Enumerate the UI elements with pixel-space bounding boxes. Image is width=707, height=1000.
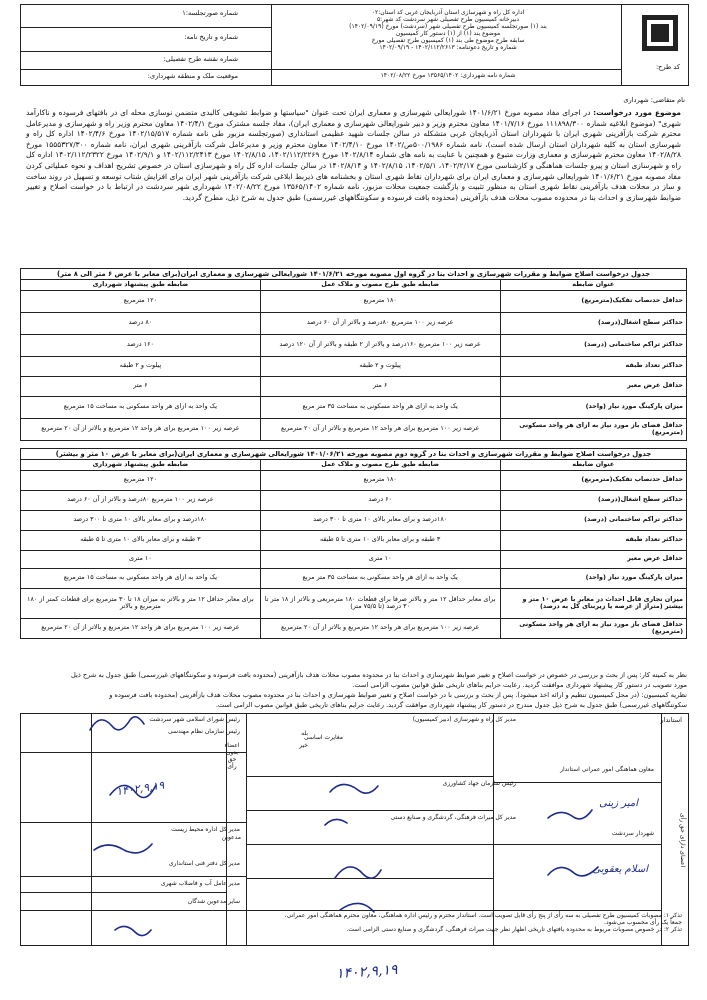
table-cell: ۱۸۰ مترمربع xyxy=(260,290,500,312)
signature-mark xyxy=(90,717,144,730)
handwritten-date: ۱۴۰۲,۹,۱۹ xyxy=(115,778,166,799)
table-cell: ۱۰ متری xyxy=(21,550,261,568)
signature-mark xyxy=(330,784,378,793)
table-cell: ۱۸۰درصد و برای معابر بالای ۱۰ متری تا ۳۰۰ درصد xyxy=(260,510,500,530)
table-row xyxy=(21,376,687,396)
table-cell: حداکثر سطح اشغال(درصد) xyxy=(500,312,686,334)
org-line: موضوع بند (۱) از (۱) دستور کار کمیسیون xyxy=(395,30,501,37)
organization-logo xyxy=(638,11,682,59)
decision-line: نظریه کمیسیون: (در محل کمیسیون تنظیم و ارائه اخذ میشود). پس از بحث و بررسی با در خواست اصلاح و تغییر ضوابط شهرسازی و احداث بنا در محدوده مصوب محلات هدف بازآفرینی (محدوده بافت فرسوده و xyxy=(109,691,687,699)
invited-label: مدعوین xyxy=(221,834,241,841)
column-header: ضابطه طبق طرح مصوب و ملاک عمل xyxy=(260,280,500,291)
table-cell: ۱۰ متری xyxy=(260,550,500,568)
table-cell: یک واحد به ازای هر واحد مسکونی به مساحت ۱۵ مترمربع xyxy=(21,396,261,418)
request-subject xyxy=(26,108,681,203)
table-cell: حداکثر تراکم ساختمانی (درصد) xyxy=(500,510,686,530)
table-cell: حداقل فضای باز مورد نیاز به ازای هر واحد مسکونی (مترمربع) xyxy=(500,418,686,440)
column-header: عنوان ضابطه xyxy=(500,280,686,291)
contrary-label: مغایرت اساسی xyxy=(303,734,343,741)
table-cell: ۱۲۰ مترمربع xyxy=(21,290,261,312)
table-row xyxy=(21,568,687,588)
table-row xyxy=(21,290,687,312)
applicant-name: نام متقاضی: شهرداری xyxy=(623,96,685,104)
option-no: خیر xyxy=(299,742,308,749)
signature-mark xyxy=(548,810,592,819)
plan-code: کد طرح: xyxy=(655,63,680,71)
table-cell: حداکثر تراکم ساختمانی (درصد) xyxy=(500,334,686,356)
table-caption: جدول درخواست اصلاح ضوابط و مقررات شهرسازی و احداث بنا در گروه اول مصوبه مورخه ۱۴۰۱/۶/۲۱ شورایعالی شهرسازی و معماری ایران(برای معابر با عرض ۶ متر الی ۸ متر) xyxy=(20,268,687,279)
table-caption: جدول درخواست اصلاح ضوابط و مقررات شهرسازی و احداث بنا در گروه دوم مصوبه مورخه ۱۴۰۱/۰۶/۲۱ شورایعالی شهرسازی و معماری ایران(برای معابر با عرض ۱۰ متر و بیشتر) xyxy=(20,448,687,459)
decision-line: سکونتگاههای غیررسمی) طبق جدول به شرح ذیل جدول مندرج در دستور کار پیشنهاد شهرداری موافقت گردید. رعایت حرایم بناهای تاریخی طبق قوانین مصوب الزامی است. xyxy=(215,701,687,709)
table-row xyxy=(21,618,687,638)
table-cell: حداقل فضای باز مورد نیاز به ازای هر واحد مسکونی (مترمربع) xyxy=(500,618,686,638)
table-cell: میزان پارکینگ مورد نیاز (واحد) xyxy=(500,568,686,588)
org-block xyxy=(278,9,618,51)
decision-line: مورد تصویب در دستور کار پیشنهاد شهرداری موافقت گردید. رعایت حرایم بناهای تاریخی طبق قوانین مصوب الزامی است. xyxy=(352,681,687,689)
table-header-row xyxy=(21,460,687,471)
table-row xyxy=(21,510,687,530)
mayor-title: شهردار سردشت xyxy=(611,830,654,837)
table-cell: حداکثر سطح اشغال(درصد) xyxy=(500,490,686,510)
table-cell: حداقل حدنصاب تفکیک(مترمربع) xyxy=(500,290,686,312)
non-voting-label: اعضاء بدون حق رأی xyxy=(224,742,240,770)
table-row xyxy=(21,490,687,510)
environment-title: مدیر کل اداره محیط زیست xyxy=(171,826,240,833)
table-row xyxy=(21,470,687,490)
session-number: شماره صورتجلسه:۱ xyxy=(182,9,238,17)
signature-mark xyxy=(115,926,151,935)
org-line: بند (۱) صورتجلسه کمیسیون طرح تفصیلی شهر (سردشت) مورخ (۱۴۰۲/۰۹/۱۹) xyxy=(349,23,547,30)
table-cell: عرصه زیر ۱۰۰ مترمربع ۱۶۰درصد و بالاتر از ۲ طبقه و بالاتر از آن ۱۲۰ درصد xyxy=(260,334,500,356)
regulation-table-1 xyxy=(20,279,687,441)
table-cell: حداقل حدنصاب تفکیک(مترمربع) xyxy=(500,470,686,490)
plan-map-number: شماره نقشه طرح تفصیلی: xyxy=(163,55,238,63)
table-cell: ۱۸۰ مترمربع xyxy=(260,470,500,490)
column-header: ضابطه طبق طرح مصوب و ملاک عمل xyxy=(260,460,500,471)
voting-members-label: اعضای دارای حق رأی xyxy=(679,812,686,868)
org-line: دبیرخانه کمیسیون طرح تفصیلی شهر سردشت کد شهر:۵ xyxy=(376,16,520,23)
signature-scribbles xyxy=(0,700,707,1000)
table-row xyxy=(21,396,687,418)
technical-office-title: مدیر کل دفتر فنی استانداری xyxy=(168,860,240,867)
other-invitees-title: سایر مدعوین شدگان xyxy=(187,898,240,905)
table-row xyxy=(21,550,687,568)
table-cell: عرصه زیر ۱۰۰ مترمربع برای هر واحد ۱۲ مترمربع و بالاتر از آن ۲۰ مترمربع xyxy=(260,418,500,440)
table-cell: برای معابر حداقل ۱۲ متر و بالاتر به میزان ۱۸ تا ۳۰ مترمربع برای قطعات کمتر از ۱۸۰ مترمربع و بالاتر xyxy=(21,588,261,618)
table-cell: عرصه زیر ۱۰۰ مترمربع برای هر واحد ۱۲ مترمربع و بالاتر از آن ۲۰ مترمربع xyxy=(260,618,500,638)
jahad-title: رئیس سازمان جهاد کشاورزی xyxy=(442,780,516,787)
handwritten-name: امیر زینی xyxy=(599,798,638,809)
column-header: عنوان ضابطه xyxy=(500,460,686,471)
note-line: تذکر ۲: در خصوص مصوبات مربوط به محدوده بافتهای تاریخی اظهار نظر جهت میراث فرهنگی، گردشگری و صنایع دستی الزامی است. xyxy=(346,926,682,933)
subject-label: موضوع مورد درخواست: xyxy=(593,108,681,117)
table-row xyxy=(21,356,687,376)
heritage-title: مدیر کل میراث فرهنگی، گردشگری و صنایع دستی xyxy=(390,814,516,821)
signature-mark xyxy=(110,785,156,798)
column-header: ضابطه طبق پیشنهاد شهرداری xyxy=(21,280,261,291)
handwritten-date: ۱۴۰۲,۹,۱۹ xyxy=(335,961,399,983)
council-title: رئیس شورای اسلامی شهر سردشت xyxy=(149,716,240,723)
table-cell: پیلوت و ۲ طبقه xyxy=(260,356,500,376)
table-row xyxy=(21,530,687,550)
signature-mark xyxy=(340,903,374,912)
table-cell: میزان پارکینگ مورد نیاز (واحد) xyxy=(500,396,686,418)
table-cell: پیلوت و ۲ طبقه xyxy=(21,356,261,376)
table-row xyxy=(21,312,687,334)
regulation-table-2 xyxy=(20,459,687,639)
signature-mark xyxy=(94,844,152,853)
column-header: ضابطه طبق پیشنهاد شهرداری xyxy=(21,460,261,471)
table-cell: ۶ متر xyxy=(260,376,500,396)
table-cell: ۳ طبقه و برای معابر بالای ۱۰ متری تا ۵ طبقه xyxy=(21,530,261,550)
table-cell: ۳ طبقه و برای معابر بالای ۱۰ متری تا ۵ طبقه xyxy=(260,530,500,550)
table-cell: برای معابر حداقل ۱۲ متر و بالاتر صرفا برای قطعات ۱۸۰ مترمربعی و بالاتر از ۱۸ متر تا ۳۰ درصد (تا ۷۵/۵ متر) xyxy=(260,588,500,618)
table-cell: حداقل عرض معبر xyxy=(500,376,686,396)
signature-mark xyxy=(335,867,381,878)
ostandar-title: استاندار xyxy=(660,716,682,724)
ostandar-deputy-title: معاون هماهنگی امور عمرانی استاندار xyxy=(560,766,654,773)
org-line: اداره کل راه و شهرسازی استان آذربایجان غربی کد استان:۰۲ xyxy=(371,9,525,16)
table-cell: عرصه زیر ۱۰۰ مترمربع برای هر واحد ۱۲ مترمربع و بالاتر از آن ۲۰ مترمربع xyxy=(21,618,261,638)
handwritten-name: اسلام یعقوبی xyxy=(592,864,648,875)
table-cell: یک واحد به ازای هر واحد مسکونی به مساحت ۱۵ مترمربع xyxy=(21,568,261,588)
engineering-title: رئیس سازمان نظام مهندسی xyxy=(167,728,240,735)
table-cell: ۶۰ درصد xyxy=(260,490,500,510)
table-row xyxy=(21,334,687,356)
table-cell: عرصه زیر ۱۰۰ مترمربع ۸۰درصد و بالاتر از آن ۶۰ درصد xyxy=(260,312,500,334)
table-row xyxy=(21,418,687,440)
note-line: تذکر ۱: مصوبات کمیسیون طرح تفصیلی به سه رأی از پنج رأی قابل تصویب است. استاندار محترم و رئیس اداره هماهنگی، معاون محترم هماهنگی امور عمرانی، جمعاً یک رأی محسوب می‌شود. xyxy=(284,912,682,926)
property-location: موقعیت ملک و منطقه شهرداری: xyxy=(147,72,238,80)
signature-mark xyxy=(325,819,347,825)
table-cell: عرصه زیر ۱۰۰ مترمربع برای هر واحد ۱۲ مترمربع و بالاتر از آن ۲۰ مترمربع xyxy=(21,418,261,440)
table-cell: حداکثر تعداد طبقه xyxy=(500,530,686,550)
director-general-title: مدیر کل راه و شهرسازی (دبیر کمیسیون) xyxy=(412,716,516,723)
table-group-2 xyxy=(20,448,687,639)
table-cell: میزان تجاری قابل احداث در معابر با عرض ۱۰ متر و بیشتر (متراژ از عرصه یا زیربنای کل به درصد) xyxy=(500,588,686,618)
document-header xyxy=(20,4,689,86)
table-cell: حداکثر تعداد طبقه xyxy=(500,356,686,376)
invitation-number: شماره و تاریخ دعوتنامه: ۱۴۰۲/۱۱۲/۲۶۱۳ - ۱۴۰۲/۰۹/۱۹ xyxy=(379,44,517,51)
table-row xyxy=(21,588,687,618)
table-cell: ۶ متر xyxy=(21,376,261,396)
signature-mark xyxy=(548,867,598,876)
table-cell: ۱۶۰ درصد xyxy=(21,334,261,356)
table-cell: ۸۰ درصد xyxy=(21,312,261,334)
municipal-letter: شماره نامه شهرداری: ۱۳۵۶۵/۱۴۰۲ مورخ ۱۴۰۲/۰۸/۲۲ xyxy=(380,72,516,79)
decision-line: نظر به کمیته کار: پس از بحث و بررسی در خصوص در خواست اصلاح و تغییر ضوابط شهرسازی و احداث بنا در محدوده مصوب محلات هدف بازآفرینی (محدوده بافت فرسوده و سکونتگاههای غیررسمی) طبق جدول به شرح ذیل xyxy=(71,671,687,679)
table-header-row xyxy=(21,280,687,291)
option-yes: بله xyxy=(301,730,308,737)
table-group-1 xyxy=(20,268,687,441)
letter-number-date: شماره و تاریخ نامه: xyxy=(184,33,238,41)
table-cell: یک واحد به ازای هر واحد مسکونی به مساحت ۳۵ متر مربع xyxy=(260,568,500,588)
subject-body: در اجرای مفاد مصوبه مورخ ۱۴۰۱/۶/۲۱ شورایعالی شهرسازی و معماری ایران تحت عنوان "سیاستها و ضوابط تشویقی کالبدی متضمن نوسازی محله ای در بافتهای فرسوده و ناکارآمد شهری" (موضوع ابلاغیه شماره ۱۱۱۸۹۸/۳۰۰ مورخ ۱۴۰۱/۷/۱۶ معاون محترم وزیر و دبیر شورایعالی شهرسازی و معماری ایران)، مفاد جلسه مشترک مورخ ۱۴۰۲/۴/۱ معاون محترم وزیر راه و شهرسازی و مدیرعامل محترم شرکت بازآفرینی شهری ایران با شهرداران استان آذربایجان غربی متشکله در سالن جلسات شهید عظیمی استانداری (صورتجلسه مزبور طی نامه شماره ۱۴۰۲/۱۵/۵۱۷ مورخ ۱۴۰۲/۴/۶ اداره کل راه و شهرسازی استان به کلیه شهرداران استان ارسال شده است)، نامه شماره ۵۰۰/۱۹۸۶ص/۱۴۰۲ مورخ ۱۴۰۲/۴/۱۰ معاون محترم وزیر و مدیرعامل شرکت بازآفرینی شهری ایران، نامه شماره ۱۵۵۵۳۲۷/۳۰۰ مورخ ۱۴۰۲/۸/۲۸ معاون محترم شهرسازی و معماری وزارت متبوع و همچنین با عنایت به نامه های شماره ۱۴۰۲/۸/۱۴ مورخ ۱۴۰۲/۱۱۲/۲۲۶۹، ۱۴۰۲/۸/۱۵ مورخ ۱۴۰۲/۱۱۲/۲۴۱۳ و ۱۴۰۲/۹/۱ مورخ ۱۴۰۲/۱۱۲/۲۳۲۲ اداره کل راه و شهرسازی استان و پیرو جلسات هماهنگی و کارشناسی مورخ ۱۴۰۲/۲/۱۷، ۱۴۰۲/۵/۱، ۱۴۰۲/۸/۱۵ و ۱۴۰۲/۸/۱۴ در سالن جلسات اداره کل راه و شهرسازی استان در خصوص تشریح اهداف و نحوه عملیاتی کردن مفاد مصوبه مورخ ۱۴۰۱/۶/۲۱ شورایعالی شهرسازی و معماری ایران برای شهرداران نقاط شهری استان و بخشنامه های ذیربط ابلاغی شرکت بازآفرینی شهر ایران برای افزایش شتاب توسعه و تسهیل در روند ساخت و ساز در محلات هدف بازآفرینی نقاط شهری استان به منظور تثبیت و بازگشت جمعیت محلات مزبور، نامه شماره ۱۳۵۶۵/۱۴۰۲ مورخ ۱۴۰۲/۰۸/۲۲ شهرداری شهر سردشت در ارتباط با در خواست اصلاح و تغییر ضوابط شهرسازی و احداث بنا در محدوده مصوب محلات هدف بازآفرینی (محدوده بافت فرسوده و سکونتگاههای غیررسمی) طبق جدول به شرح ذیل، مطرح گردید. xyxy=(26,108,682,202)
table-cell: عرصه زیر ۱۰۰ مترمربع ۸۰درصد و بالاتر از آن ۶۰ درصد xyxy=(21,490,261,510)
table-cell: حداقل عرض معبر xyxy=(500,550,686,568)
table-cell: یک واحد به ازای هر واحد مسکونی به مساحت ۳۵ متر مربع xyxy=(260,396,500,418)
water-title: مدیر عامل آب و فاضلاب شهری xyxy=(160,880,240,887)
table-cell: ۱۸۰درصد و برای معابر بالای ۱۰ متری تا ۳۰۰ درصد xyxy=(21,510,261,530)
table-cell: ۱۲۰ مترمربع xyxy=(21,470,261,490)
org-line: سابقه طرح موضوع طی بند (۱) کمیسیون طرح تفصیلی مورخ xyxy=(371,37,525,44)
